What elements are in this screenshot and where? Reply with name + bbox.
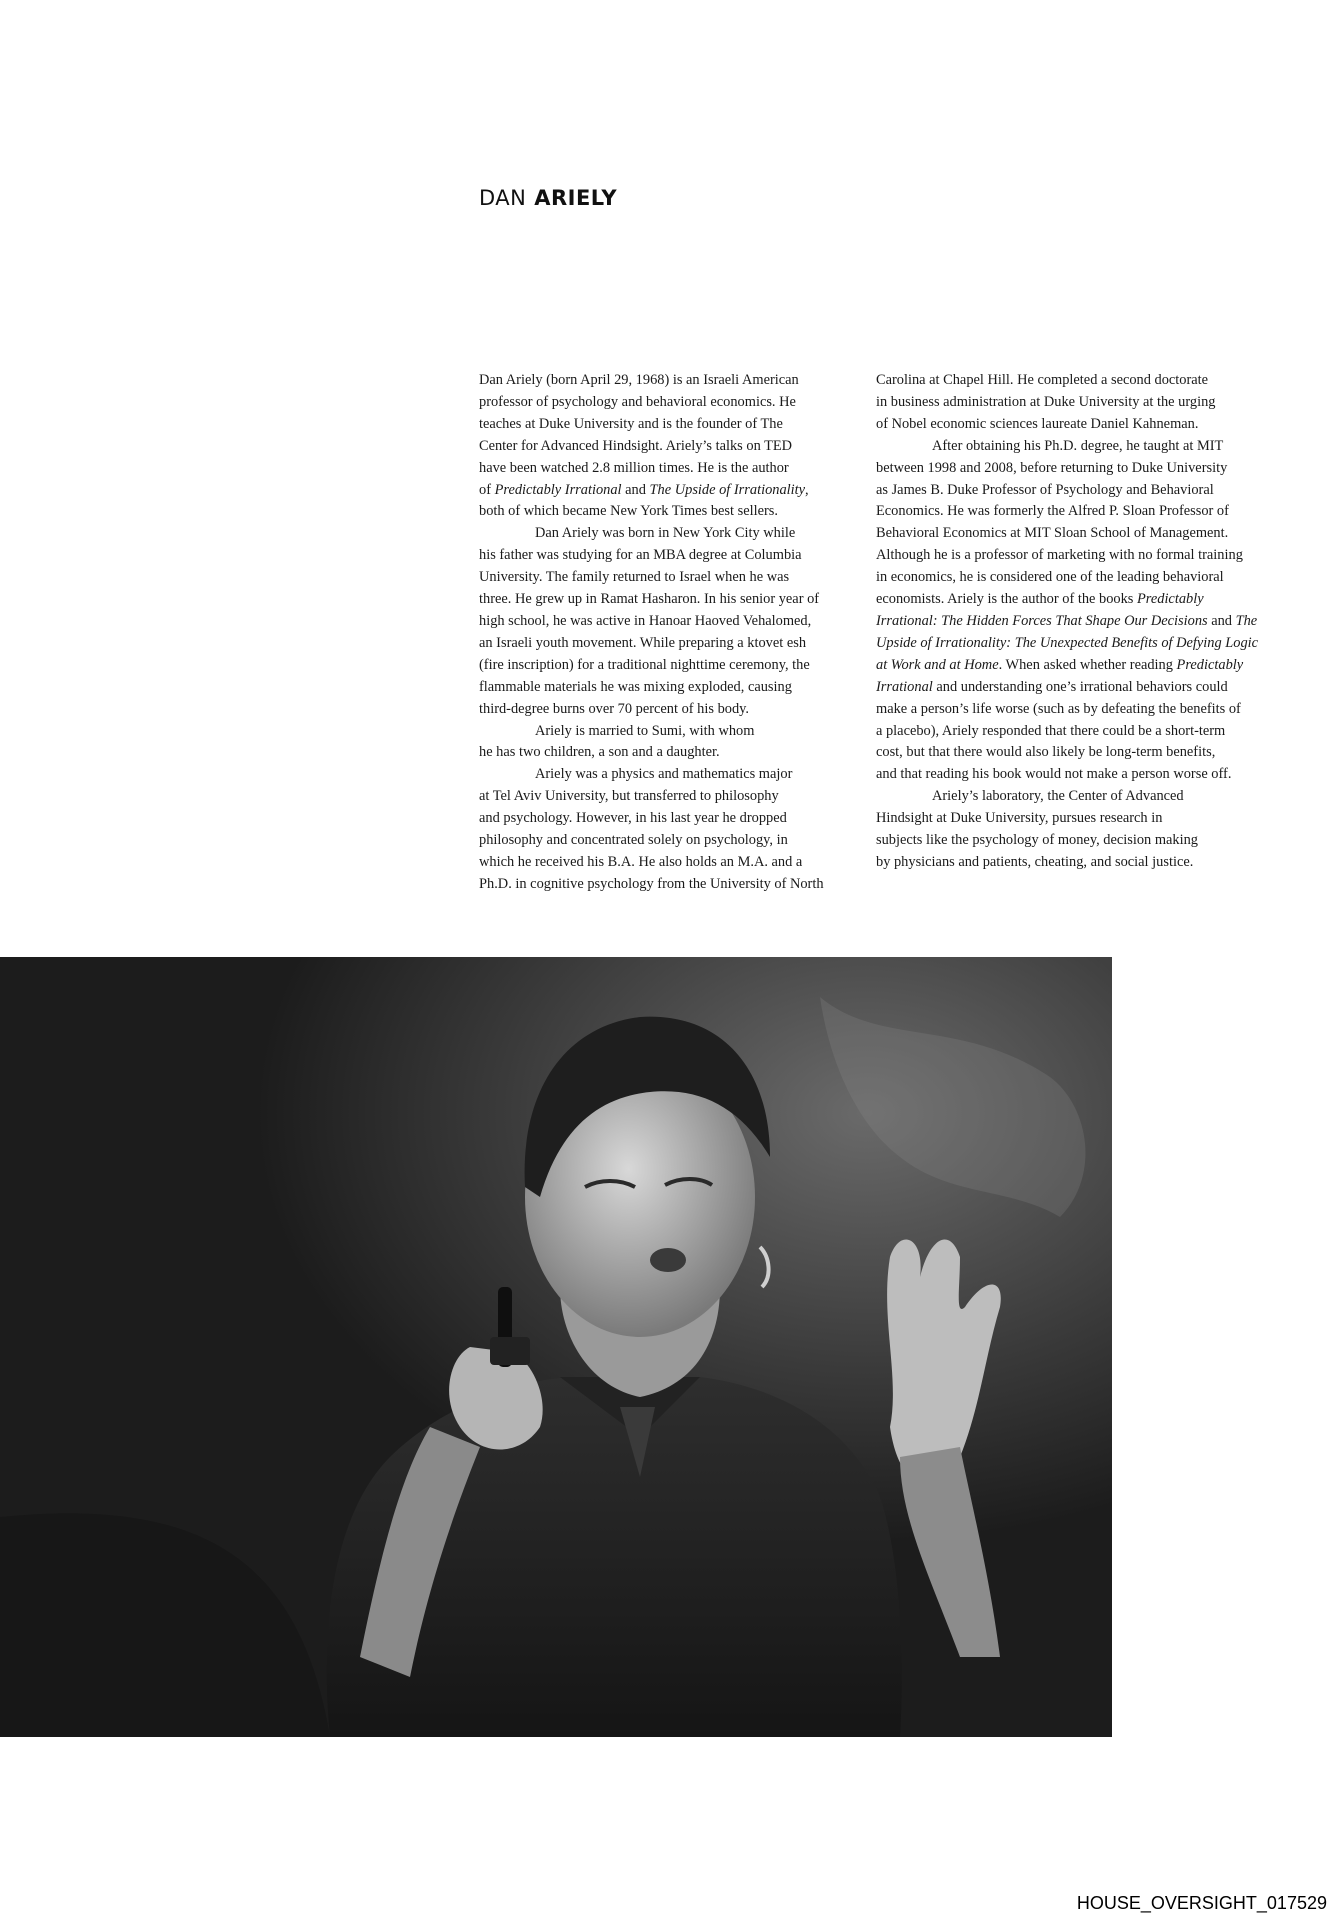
bio-column-left xyxy=(479,370,851,896)
bio-line: at Work and at Home. When asked whether reading Predictably xyxy=(876,656,1244,673)
page-title xyxy=(479,186,617,210)
document-id: HOUSE_OVERSIGHT_017529 xyxy=(1076,1893,1327,1913)
title-first-name: DAN xyxy=(479,186,527,210)
bio-line: have been watched 2.8 million times. He is the author xyxy=(479,459,789,476)
bio-line: teaches at Duke University and is the founder of The xyxy=(479,415,783,432)
bio-line: (fire inscription) for a traditional nighttime ceremony, the xyxy=(479,656,810,673)
bio-line: in business administration at Duke University at the urging xyxy=(876,393,1216,410)
bio-line: in economics, he is considered one of the leading behavioral xyxy=(876,569,1224,586)
bio-line: Ph.D. in cognitive psychology from the University of North xyxy=(479,875,824,892)
speaker-photo xyxy=(0,957,1112,1737)
bio-line: as James B. Duke Professor of Psychology and Behavioral xyxy=(876,481,1214,498)
bio-line: Center for Advanced Hindsight. Ariely’s talks on TED xyxy=(479,437,793,454)
speaker-photo-illustration xyxy=(0,957,1112,1737)
bio-line: University. The family returned to Israel when he was xyxy=(479,569,790,586)
bio-line: third-degree burns over 70 percent of his body. xyxy=(479,700,750,717)
bio-line: and that reading his book would not make a person worse off. xyxy=(876,766,1232,783)
bio-line: and psychology. However, in his last year he dropped xyxy=(479,810,787,827)
bio-line: Although he is a professor of marketing with no formal training xyxy=(876,547,1243,564)
bio-line: of Nobel economic sciences laureate Daniel Kahneman. xyxy=(876,415,1199,432)
bio-line: Behavioral Economics at MIT Sloan School of Management. xyxy=(876,525,1229,542)
bio-line: both of which became New York Times best sellers. xyxy=(479,503,778,520)
bio-line: philosophy and concentrated solely on psychology, in xyxy=(479,832,788,849)
bio-line: of Predictably Irrational and The Upside of Irrationality, xyxy=(479,481,809,498)
bio-line: a placebo), Ariely responded that there could be a short-term xyxy=(876,722,1226,739)
bio-line: Carolina at Chapel Hill. He completed a second doctorate xyxy=(876,372,1209,388)
bio-line: between 1998 and 2008, before returning to Duke University xyxy=(876,459,1228,476)
bio-line: Irrational and understanding one’s irrational behaviors could xyxy=(876,678,1228,695)
bio-line: three. He grew up in Ramat Hasharon. In his senior year of xyxy=(479,591,820,608)
bio-line: Ariely’s laboratory, the Center of Advanced xyxy=(932,788,1184,805)
bio-line: Irrational: The Hidden Forces That Shape Our Decisions and The xyxy=(876,612,1258,629)
bio-line: by physicians and patients, cheating, and social justice. xyxy=(876,853,1194,870)
bio-line: Hindsight at Duke University, pursues research in xyxy=(876,810,1163,827)
bio-line: Economics. He was formerly the Alfred P. Sloan Professor of xyxy=(876,503,1229,520)
bio-line: make a person’s life worse (such as by defeating the benefits of xyxy=(876,700,1241,717)
bio-column-right xyxy=(876,370,1268,874)
bio-line: which he received his B.A. He also holds an M.A. and a xyxy=(479,853,803,870)
title-last-name: ARIELY xyxy=(534,186,618,210)
bio-line: his father was studying for an MBA degree at Columbia xyxy=(479,547,802,564)
bio-line: he has two children, a son and a daughter. xyxy=(479,744,720,761)
bio-line: high school, he was active in Hanoar Haoved Vehalomed, xyxy=(479,612,812,629)
bio-line: Ariely is married to Sumi, with whom xyxy=(535,722,755,739)
bio-line: cost, but that there would also likely be long-term benefits, xyxy=(876,744,1216,761)
bio-line: subjects like the psychology of money, decision making xyxy=(876,832,1198,849)
bio-line: Upside of Irrationality: The Unexpected Benefits of Defying Logic xyxy=(876,634,1259,651)
bio-line: professor of psychology and behavioral economics. He xyxy=(479,393,796,410)
bio-line: flammable materials he was mixing exploded, causing xyxy=(479,678,792,695)
bio-line: economists. Ariely is the author of the books Predictably xyxy=(876,591,1204,608)
bio-line: at Tel Aviv University, but transferred to philosophy xyxy=(479,788,779,805)
bio-line: an Israeli youth movement. While preparing a ktovet esh xyxy=(479,634,807,651)
bio-line: Ariely was a physics and mathematics major xyxy=(535,766,793,783)
bio-line: Dan Ariely was born in New York City while xyxy=(535,525,796,542)
bio-line: Dan Ariely (born April 29, 1968) is an Israeli American xyxy=(479,372,799,388)
bio-line: After obtaining his Ph.D. degree, he taught at MIT xyxy=(932,437,1224,454)
